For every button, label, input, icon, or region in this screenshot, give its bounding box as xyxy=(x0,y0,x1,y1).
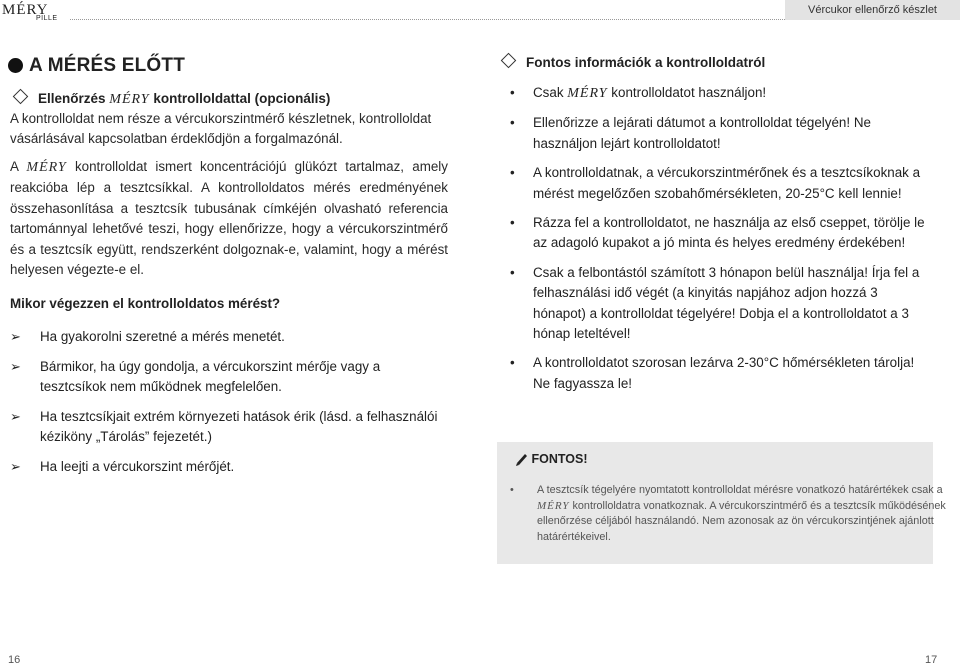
subtitle-post: kontrolloldattal (opcionális) xyxy=(153,91,331,106)
list-item: • Rázza fel a kontrolloldatot, ne használja az első cseppet, törölje le az adagoló kupakot a jó minta és helyes eredmény érdekében! xyxy=(510,213,928,254)
item1-post: kontrolloldatot használjon! xyxy=(611,85,767,100)
list-item xyxy=(10,457,450,477)
list-item xyxy=(510,83,928,104)
info-list xyxy=(510,83,928,403)
description-paragraph xyxy=(10,157,448,280)
brand-logo: MÉRY xyxy=(109,92,150,107)
info-title xyxy=(500,55,765,70)
list-item xyxy=(10,357,450,397)
section-title-text: A MÉRÉS ELŐTT xyxy=(29,55,186,76)
list-item: • A kontrolloldatot szorosan lezárva 2-30°C hőmérsékleten tárolja! Ne fagyassza le! xyxy=(510,353,928,394)
page-number-left: 16 xyxy=(8,654,21,666)
list-item-text: Bármikor, ha úgy gondolja, a vércukorszint mérője vagy a tesztcsíkok nem működnek megfelelően. xyxy=(40,359,381,394)
subtitle-pre: Ellenőrzés xyxy=(38,91,106,106)
page-number-right: 17 xyxy=(925,654,938,666)
arrow-icon: ➢ xyxy=(10,359,21,374)
list-item xyxy=(10,407,450,447)
arrow-icon: ➢ xyxy=(10,459,21,474)
when-list xyxy=(10,327,450,487)
list-item: • Csak a felbontástól számított 3 hónapon belül használja! Írja fel a felhasználási idő végét (a kinyitás napjához adjon hozzá 3 hónapot) a kontrolloldat tégelyére! Dobja el a kontrolloldatot a 3 hónap leteltével! xyxy=(510,263,928,345)
para2-pre: A xyxy=(10,159,19,174)
note-heading xyxy=(514,451,588,467)
arrow-icon: ➢ xyxy=(10,409,21,424)
note-pre: A tesztcsík tégelyére nyomtatott kontrolloldat mérésre vonatkozó határértékek csak a xyxy=(537,484,943,496)
question-heading: Mikor végezzen el kontrolloldatos mérést? xyxy=(10,296,281,311)
logo xyxy=(2,2,72,24)
logo-main: MÉRY xyxy=(2,2,49,18)
para2-post: kontrolloldat ismert koncentrációjú glükózt tartalmaz, amely reakcióba lép a tesztcsíkkal. A kontrolloldatos mérés eredményének összehasonlítása a tesztcsík tubusának címkéjén olvasható referencia tartománnyal lehetővé teszi, hogy ellenőrizze, hogy a vércukorszintmérő és a tesztcsík együtt, rendszerként dolgoznak-e, valamint, hogy a mérést helyesen végezte-e el. xyxy=(10,159,448,278)
pen-icon xyxy=(514,451,528,467)
note-text xyxy=(510,483,952,545)
intro-paragraph: A kontrolloldat nem része a vércukorszintmérő készletnek, kontrolloldat vásárlásával kapcsolatban érdeklődjön a forgalmazónál. xyxy=(10,111,432,147)
list-item-text: Ha leejti a vércukorszint mérőjét. xyxy=(40,459,235,474)
header-divider xyxy=(70,19,785,20)
bullet-disc-icon xyxy=(8,58,23,73)
header-tab: Vércukor ellenőrző készlet xyxy=(785,0,960,20)
note-post: kontrolloldatra vonatkoznak. A vércukorszintmérő és a tesztcsík működésének ellenőrzése céljából használandó. Nem azonosak az ön vércukorszintjének ajánlott határértékeivel. xyxy=(537,499,946,543)
brand-logo: MÉRY xyxy=(567,86,608,101)
section-title xyxy=(8,55,185,77)
list-item: • A kontrolloldatnak, a vércukorszintmérőnek és a tesztcsíkoknak a mérést megelőzően szobahőmérsékleten, 20-25°C kell lennie! xyxy=(510,163,928,204)
list-item: • Ellenőrizze a lejárati dátumot a kontrolloldat tégelyén! Ne használjon lejárt kontrolloldatot! xyxy=(510,113,928,154)
note-title: FONTOS! xyxy=(531,452,588,466)
brand-logo: MÉRY xyxy=(537,499,570,512)
info-title-text: Fontos információk a kontrolloldatról xyxy=(526,55,766,70)
list-item-text: Ha tesztcsíkjait extrém környezeti hatások érik (lásd. a felhasználói kéziköny „Tárolás” fejezetét.) xyxy=(40,409,438,444)
brand-logo: MÉRY xyxy=(26,160,67,175)
list-item xyxy=(10,327,450,347)
arrow-icon: ➢ xyxy=(10,329,21,344)
list-item-text: Ha gyakorolni szeretné a mérés menetét. xyxy=(40,329,285,344)
subsection-title xyxy=(12,91,330,108)
item1-pre: Csak xyxy=(533,85,564,100)
diamond-icon xyxy=(501,53,517,69)
logo-sub: PILLE xyxy=(36,15,58,22)
diamond-icon xyxy=(13,89,29,105)
